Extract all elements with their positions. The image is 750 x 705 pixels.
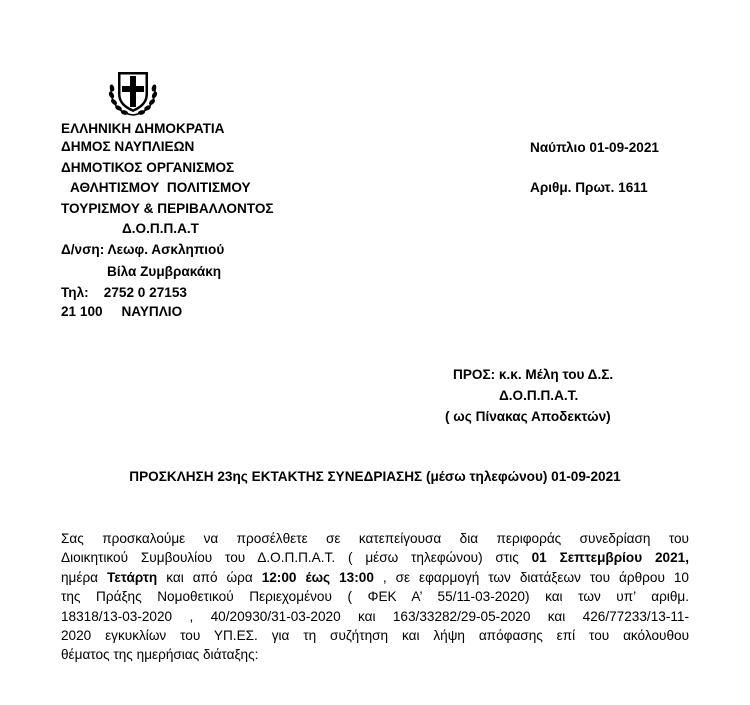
sender-line-7: Δ/νση: Λεωφ. Ασκληπιού (61, 242, 225, 257)
body-line-2-text: Διοικητικού Συμβουλίου του Δ.Ο.Π.Π.Α.Τ. ( μέσω τηλεφώνου) στις (61, 550, 532, 566)
sender-line-10: 21 100 ΝΑΥΠΛΙΟ (61, 304, 183, 319)
body-line-3 (61, 568, 689, 587)
sender-line-8: Βίλα Ζυμβρακάκη (107, 264, 222, 279)
recipient-line-2: Δ.Ο.Π.Π.Α.Τ. (499, 388, 579, 403)
sender-line-4: ΑΘΛΗΤΙΣΜΟΥ ΠΟΛΙΤΙΣΜΟΥ (70, 180, 251, 195)
sender-line-5: ΤΟΥΡΙΣΜΟΥ & ΠΕΡΙΒΑΛΛΟΝΤΟΣ (61, 201, 274, 216)
recipient-line-1: ΠΡΟΣ: κ.κ. Μέλη του Δ.Σ. (453, 367, 614, 382)
sender-line-6: Δ.Ο.Π.Π.Α.Τ (122, 221, 199, 236)
body-line-7: θέματος της ημερήσιας διάταξης: (61, 647, 259, 663)
body-line-3-text-b: και από ώρα (157, 569, 262, 585)
document-title: ΠΡΟΣΚΛΗΣΗ 23ης ΕΚΤΑΚΤΗΣ ΣΥΝΕΔΡΙΑΣΗΣ (μέσω τηλεφώνου) 01-09-2021 (129, 469, 621, 484)
body-line-2 (61, 548, 689, 567)
sender-line-9: Τηλ: 2752 0 27153 (61, 285, 187, 300)
protocol-number: Αριθμ. Πρωτ. 1611 (530, 180, 648, 195)
body-line-1: Σας προσκαλούμε να προσέλθετε σε κατεπείγουσα δια περιφοράς συνεδρίαση του (61, 531, 689, 546)
meeting-time: 12:00 έως 13:00 (261, 569, 374, 585)
body-line-5: 18318/13-03-2020 , 40/20930/31-03-2020 και 163/33282/29-05-2020 και 426/77233/13-11- (61, 608, 689, 624)
recipient-line-3: ( ως Πίνακας Αποδεκτών) (445, 409, 611, 424)
greek-coat-of-arms-icon (106, 64, 160, 118)
place-date: Ναύπλιο 01-09-2021 (530, 140, 659, 155)
body-paragraph (61, 529, 689, 665)
sender-line-3: ΔΗΜΟΤΙΚΟΣ ΟΡΓΑΝΙΣΜΟΣ (61, 160, 235, 175)
sender-line-1: ΕΛΛΗΝΙΚΗ ΔΗΜΟΚΡΑΤΙΑ (61, 121, 225, 136)
sender-line-2: ΔΗΜΟΣ ΝΑΥΠΛΙΕΩΝ (61, 139, 195, 154)
body-line-3-text-c: , σε εφαρμογή των διατάξεων του άρθρου 10 (373, 569, 689, 585)
body-line-6: 2020 εγκυκλίων του ΥΠ.ΕΣ. για τη συζήτηση και λήψη απόφασης επί του ακόλουθου (61, 628, 689, 644)
body-line-3-text-a: ημέρα (61, 569, 108, 585)
meeting-weekday: Τετάρτη (107, 569, 158, 585)
body-line-4: της Πράξης Νομοθετικού Περιεχομένου ( ΦΕΚ Α’ 55/11-03-2020) και των υπ’ αριθμ. (61, 589, 689, 605)
meeting-date: 01 Σεπτεμβρίου 2021, (531, 550, 689, 566)
